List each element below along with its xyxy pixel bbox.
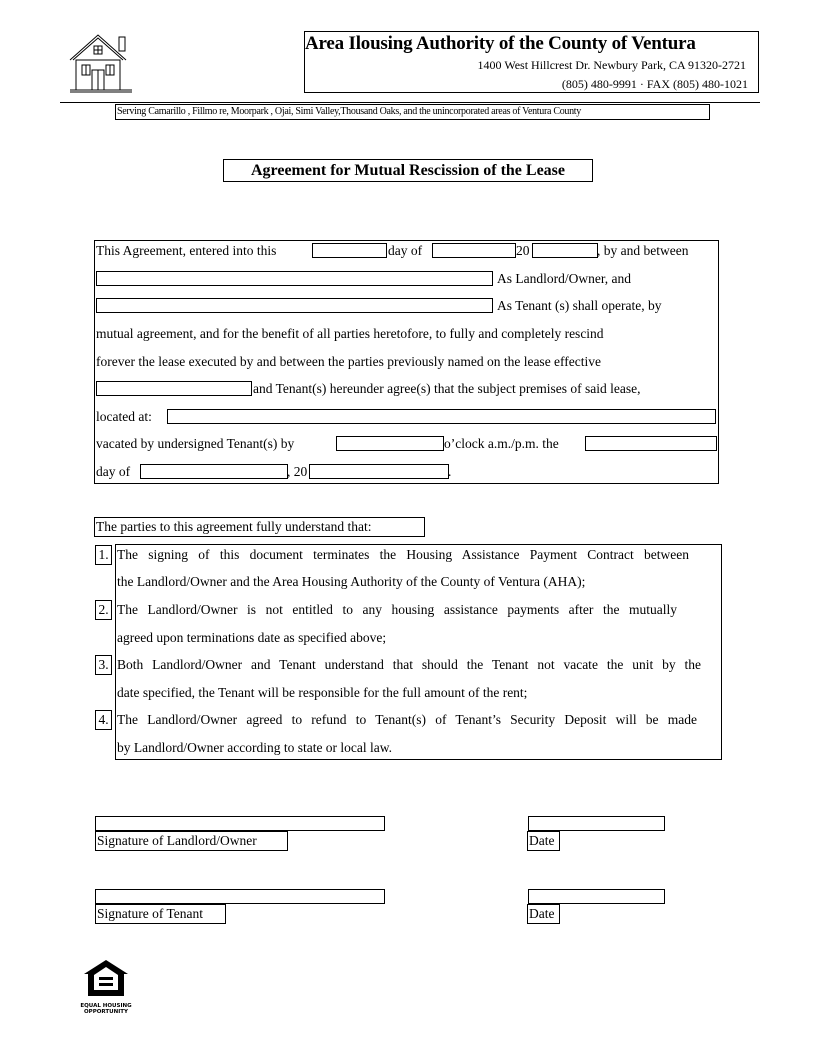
item-4-line1: The Landlord/Owner agreed to refund to Tenant(s) of Tenant’s Security Deposit will be made: [117, 712, 697, 727]
year-field[interactable]: [532, 243, 598, 258]
understand-heading-text: The parties to this agreement fully understand that:: [96, 519, 372, 534]
landlord-date-label: Date: [527, 831, 560, 851]
agreement-l8a: vacated by undersigned Tenant(s) by: [96, 436, 295, 451]
vacate-time-field[interactable]: [336, 436, 444, 451]
agreement-l1b: day of: [388, 243, 423, 258]
equal-housing-logo: [80, 958, 132, 1016]
item-3-number: 3.: [95, 655, 112, 675]
landlord-name-field[interactable]: [96, 271, 493, 286]
item-3-line2: date specified, the Tenant will be responsible for the full amount of the rent;: [117, 685, 528, 700]
item-2-line1: The Landlord/Owner is not entitled to any housing assistance payments after the mutually: [117, 602, 677, 617]
org-phone-fax: (805) 480-9991 · FAX (805) 480-1021: [561, 77, 748, 91]
month-field[interactable]: [432, 243, 516, 258]
tenant-name-field[interactable]: [96, 298, 493, 313]
agreement-l1a: This Agreement, entered into this: [96, 243, 277, 258]
document-title: [223, 159, 593, 182]
landlord-signature-label: Signature of Landlord/Owner: [95, 831, 288, 851]
serving-areas: [115, 104, 710, 120]
vacate-year-field[interactable]: [309, 464, 452, 479]
agreement-l1c: 20: [516, 243, 530, 258]
tenant-signature-field[interactable]: [95, 889, 385, 904]
agreement-l5: forever the lease executed by and between the parties previously named on the lease effective: [96, 354, 602, 369]
tenant-date-field[interactable]: [528, 889, 665, 904]
landlord-signature-field[interactable]: [95, 816, 385, 831]
item-4-number: 4.: [95, 710, 112, 730]
item-2-line2: agreed upon terminations date as specified above;: [117, 630, 387, 645]
tenant-date-label: Date: [527, 904, 560, 924]
item-2-number: 2.: [95, 600, 112, 620]
agreement-l1d: , by and between: [597, 243, 689, 258]
agreement-l9b: , 20: [287, 464, 308, 479]
vacate-month-field[interactable]: [140, 464, 288, 479]
agreement-l9a: day of: [96, 464, 131, 479]
premises-address-field[interactable]: [167, 409, 716, 424]
agreement-l9c: .: [448, 464, 452, 479]
item-4-line2: by Landlord/Owner according to state or local law.: [117, 740, 393, 755]
vacate-day-field[interactable]: [585, 436, 717, 451]
day-field[interactable]: [312, 243, 387, 258]
house-logo-icon: [68, 32, 134, 94]
agreement-l6: and Tenant(s) hereunder agree(s) that the subject premises of said lease,: [253, 381, 641, 396]
understand-heading: [94, 517, 425, 537]
tenant-signature-label: Signature of Tenant: [95, 904, 226, 924]
equal-housing-icon: [80, 958, 132, 998]
header-box: [304, 31, 759, 93]
item-1-number: 1.: [95, 545, 112, 565]
org-address: 1400 West Hillcrest Dr. Newbury Park, CA 91320-2721: [477, 58, 746, 72]
agreement-l4: mutual agreement, and for the benefit of all parties heretofore, to fully and completely rescind: [96, 326, 604, 341]
agreement-l3: As Tenant (s) shall operate, by: [497, 298, 662, 313]
agreement-l8b: o’clock a.m./p.m. the: [444, 436, 559, 451]
effective-date-field[interactable]: [96, 381, 252, 396]
equal-housing-line2: OPPORTUNITY: [83, 1009, 128, 1015]
serving-text: Serving Camarillo , Fillmo re, Moorpark , Ojai, Simi Valley,Thousand Oaks, and the unincorporated areas of Ventura County: [117, 106, 581, 117]
item-1-line1: The signing of this document terminates the Housing Assistance Payment Contract between: [117, 547, 689, 562]
equal-housing-line1: EQUAL HOUSING: [80, 1003, 132, 1009]
header-rule: [60, 102, 760, 103]
item-3-line1: Both Landlord/Owner and Tenant understand that should the Tenant not vacate the unit by the: [117, 657, 701, 672]
agreement-l2: As Landlord/Owner, and: [497, 271, 632, 286]
item-1-line2: the Landlord/Owner and the Area Housing Authority of the County of Ventura (AHA);: [117, 574, 586, 589]
org-name: Area Ilousing Authority of the County of Ventura: [305, 33, 696, 54]
title-text: Agreement for Mutual Rescission of the Lease: [250, 162, 566, 179]
landlord-date-field[interactable]: [528, 816, 665, 831]
agreement-l7: located at:: [96, 409, 152, 424]
